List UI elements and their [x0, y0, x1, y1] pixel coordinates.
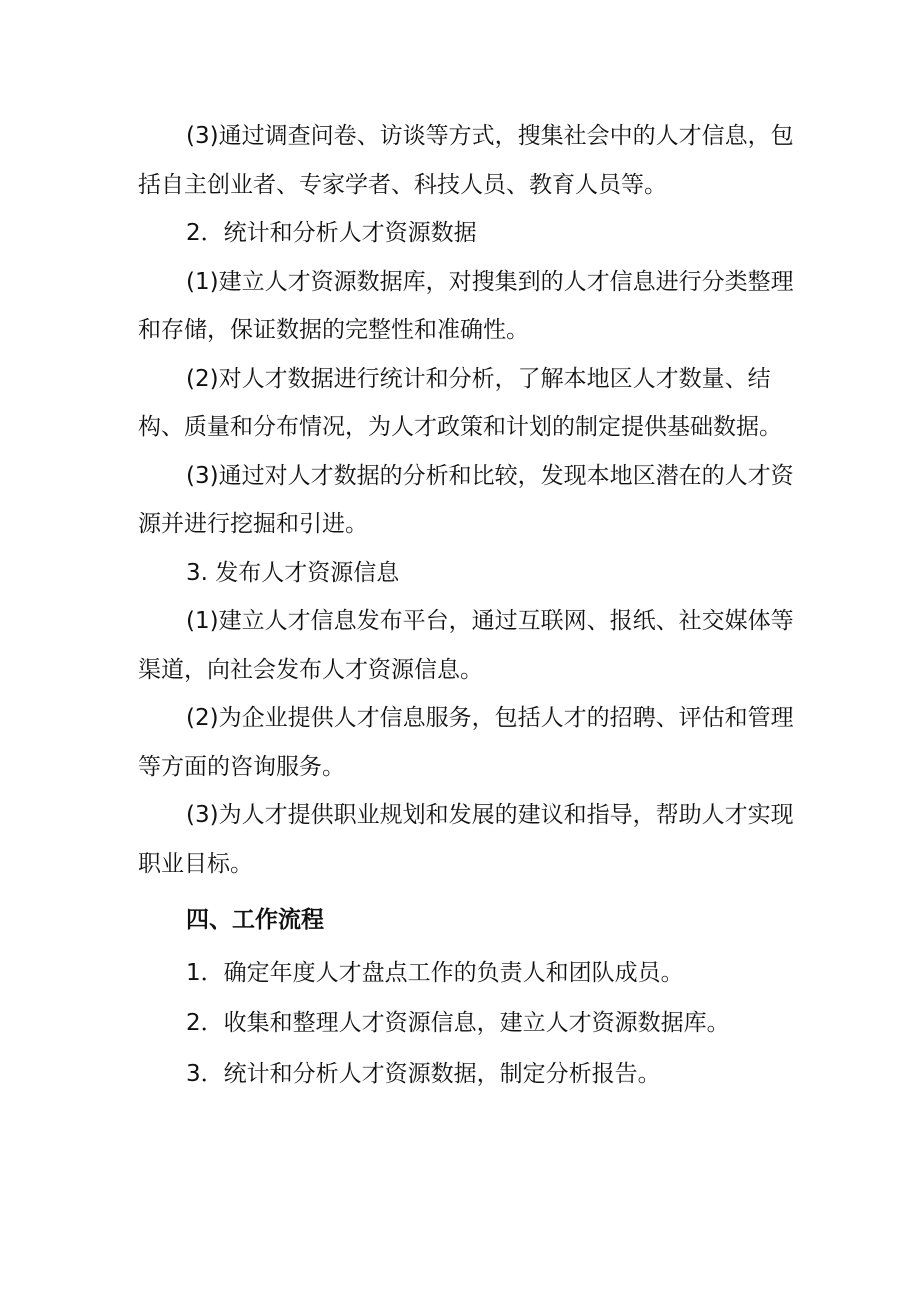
paragraph-statistics: (2)对人才数据进行统计和分析，了解本地区人才数量、结构、质量和分布情况，为人才政策和计划的制定提供基础数据。: [138, 365, 782, 440]
workflow-step-1: 1．确定年度人才盘点工作的负责人和团队成员。: [186, 959, 684, 986]
paragraph-potential-talent: (3)通过对人才数据的分析和比较，发现本地区潜在的人才资源并进行挖掘和引进。: [138, 462, 794, 537]
paragraph-publish-platform: (1)建立人才信息发布平台，通过互联网、报纸、社交媒体等渠道，向社会发布人才资源信息。: [138, 608, 794, 683]
workflow-step-3: 3．统计和分析人才资源数据，制定分析报告。: [186, 1060, 661, 1087]
paragraph-career-guidance: (3)为人才提供职业规划和发展的建议和指导，帮助人才实现职业目标。: [138, 802, 794, 877]
paragraph-build-database: (1)建立人才资源数据库，对搜集到的人才信息进行分类整理和存储，保证数据的完整性和准确性。: [138, 268, 794, 343]
paragraph-collect-survey: (3)通过调查问卷、访谈等方式，搜集社会中的人才信息，包括自主创业者、专家学者、科技人员、教育人员等。: [138, 123, 794, 198]
heading-statistics-analysis: 2．统计和分析人才资源数据: [186, 220, 477, 246]
heading-publish-info: 3. 发布人才资源信息: [186, 559, 400, 586]
document-body: [138, 112, 806, 1100]
paragraph-enterprise-service: (2)为企业提供人才信息服务，包括人才的招聘、评估和管理等方面的咨询服务。: [138, 705, 794, 780]
workflow-step-2: 2．收集和整理人才资源信息，建立人才资源数据库。: [186, 1010, 730, 1036]
section-title-workflow: 四、工作流程: [186, 907, 324, 933]
